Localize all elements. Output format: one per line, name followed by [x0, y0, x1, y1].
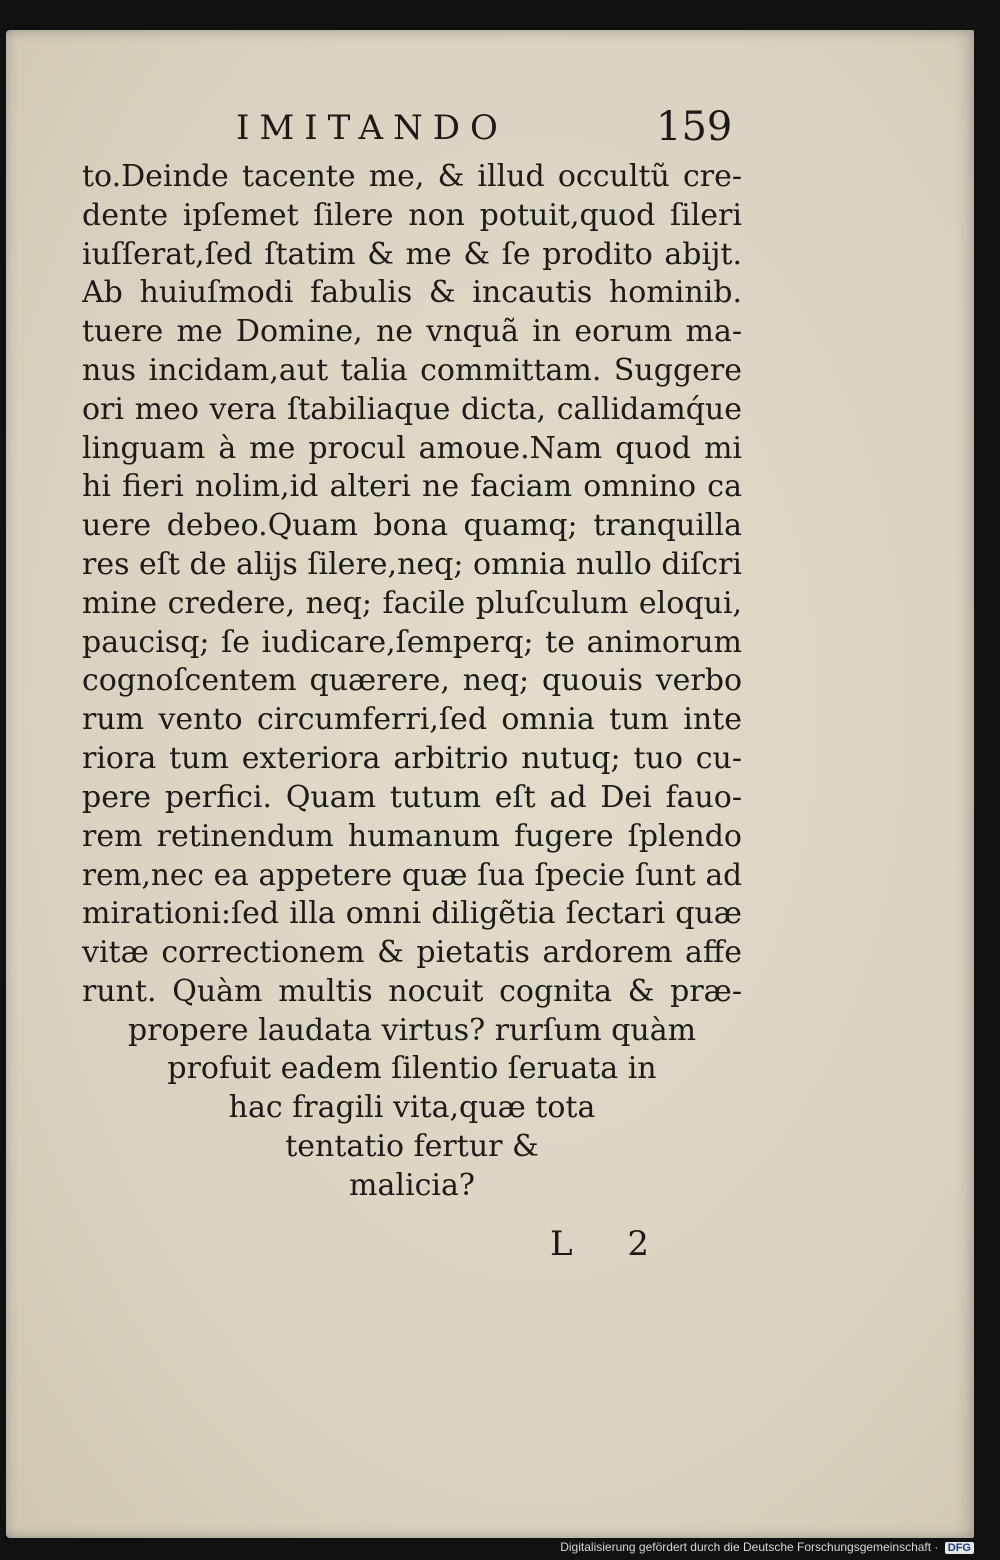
- tail-line: profuit eadem ſilentio ſeruata in: [167, 1051, 657, 1087]
- text-line: mine credere, neq; facile pluſculum eloqui,: [82, 585, 742, 621]
- tail-line: tentatio fertur &: [285, 1128, 539, 1164]
- text-line: nus incidam,aut talia committam. Suggere: [82, 352, 742, 388]
- tail-line: malicia?: [349, 1167, 475, 1203]
- text-line: runt. Quàm multis nocuit cognita & præ-: [82, 973, 742, 1009]
- text-line: uere debeo.Quam bona quamq; tranquilla: [82, 508, 742, 544]
- tail-line: hac fragili vita,quæ tota: [228, 1090, 596, 1126]
- book-page: [6, 30, 974, 1538]
- body-text: [82, 158, 742, 1206]
- page-number: 159: [656, 104, 733, 150]
- text-line: rem,nec ea appetere quæ ſua ſpecie ſunt ad: [82, 858, 742, 893]
- text-line: tuere me Domine, ne vnquã in eorum ma-: [82, 314, 742, 350]
- running-head: IMITANDO: [236, 108, 508, 148]
- text-line: dente ipſemet ſilere non potuit,quod ſileri: [82, 197, 742, 233]
- text-line: rum vento circumferri,ſed omnia tum inte: [82, 702, 742, 738]
- text-line: cognoſcentem quærere, neq; quouis verbo: [82, 663, 742, 699]
- text-line: res eſt de alijs ſilere,neq; omnia nullo diſcri: [82, 546, 742, 582]
- text-line: paucisq; ſe iudicare,ſemperq; te animorum: [82, 624, 742, 660]
- text-line: rem retinendum humanum fugere ſplendo: [82, 818, 742, 854]
- text-line: mirationi:ſed illa omni diligẽtia ſectari quæ: [82, 896, 742, 932]
- digitization-credit: [560, 1540, 974, 1554]
- text-line: vitæ correctionem & pietatis ardorem affe: [82, 934, 742, 970]
- text-line: ori meo vera ſtabiliaque dicta, callidamq́ue: [82, 391, 742, 427]
- dfg-logo-icon: DFG: [945, 1542, 974, 1554]
- credit-text: Digitalisierung gefördert durch die Deutsche Forschungsgemeinschaft ·: [560, 1540, 939, 1554]
- text-line: linguam à me procul amoue.Nam quod mi: [82, 430, 742, 466]
- text-line: iuſſerat,ſed ſtatim & me & ſe prodito abijt.: [82, 236, 742, 272]
- signature-mark: L 2: [550, 1224, 672, 1264]
- page-header: [6, 104, 974, 158]
- text-line: pere perfici. Quam tutum eſt ad Dei fauo-: [82, 779, 742, 815]
- text-line: Ab huiuſmodi fabulis & incautis hominib.: [82, 275, 742, 311]
- text-line: riora tum exteriora arbitrio nutuq; tuo cu-: [82, 740, 742, 776]
- tail-line: propere laudata virtus? rurſum quàm: [127, 1012, 697, 1048]
- text-line: to.Deinde tacente me, & illud occultũ cre-: [82, 159, 742, 194]
- text-line: hi fieri nolim,id alteri ne faciam omnino ca: [82, 469, 742, 505]
